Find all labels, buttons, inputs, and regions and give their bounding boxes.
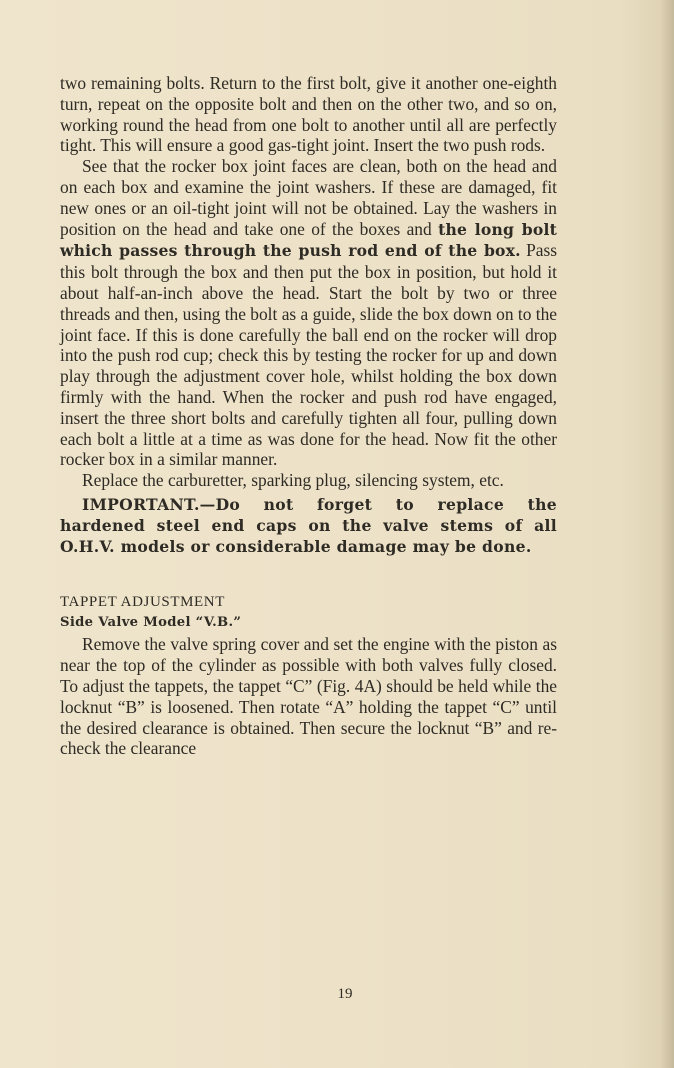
paragraph-2-text-b: Pass this bolt through the box and then put the box in position, but hold it about half-an-inch above the head. Start the bolt by two or three threads and then, using the bolt as a guide, slide the box down on to the joint face. If this is done carefully the ball end on the rocker will drop into the push rod cup; check this by testing the rocker for up and down play through the adjustment cover hole, whilst holding the box down firmly with the hand. When the rocker and push rod have engaged, insert the three short bolts and carefully tighten all four, pulling down each bolt a little at a time as was done for the head. Now fit the other rocker box in a similar manner. xyxy=(60,240,557,470)
section-subheading: Side Valve Model “V.B.” xyxy=(60,615,242,631)
text-block xyxy=(60,73,557,759)
section-body: Remove the valve spring cover and set the engine with the piston as near the top of the cylinder as possible with both valves fully closed. To adjust the tappets, the tappet “C” (Fig. 4A) should be held while the locknut “B” is loosened. Then rotate “A” holding the tappet “C” until the desired clearance is obtained. Then secure the locknut “B” and re-check the clearance xyxy=(60,634,557,759)
paragraph-3: Replace the carburetter, sparking plug, silencing system, etc. xyxy=(82,470,504,491)
section-heading: TAPPET ADJUSTMENT xyxy=(60,594,225,611)
paragraph-1: two remaining bolts. Return to the first bolt, give it another one-eighth turn, repeat on the opposite bolt and then on the other two, and so on, working round the head from one bolt to another until all are perfectly tight. This will ensure a good gas-tight joint. Insert the two push rods. xyxy=(60,73,557,156)
paragraph-2-text-a: See that the rocker box joint faces are clean, both on the head and on each box and examine the joint washers. If these are damaged, fit new ones or an oil-tight joint will not be obtained. Lay the washers in position on the head and take one of the boxes and xyxy=(60,156,557,239)
page-edge-shadow xyxy=(660,0,674,1068)
page-number: 19 xyxy=(337,986,353,1002)
important-notice: IMPORTANT.—Do not forget to replace the hardened steel end caps on the valve stems of all O.H.V. models or considerable damage may be done. xyxy=(60,494,557,556)
paragraph-2-bold-phrase: the long bolt which passes through the push rod end of the box. xyxy=(60,219,558,261)
paragraph-2 xyxy=(60,156,557,470)
